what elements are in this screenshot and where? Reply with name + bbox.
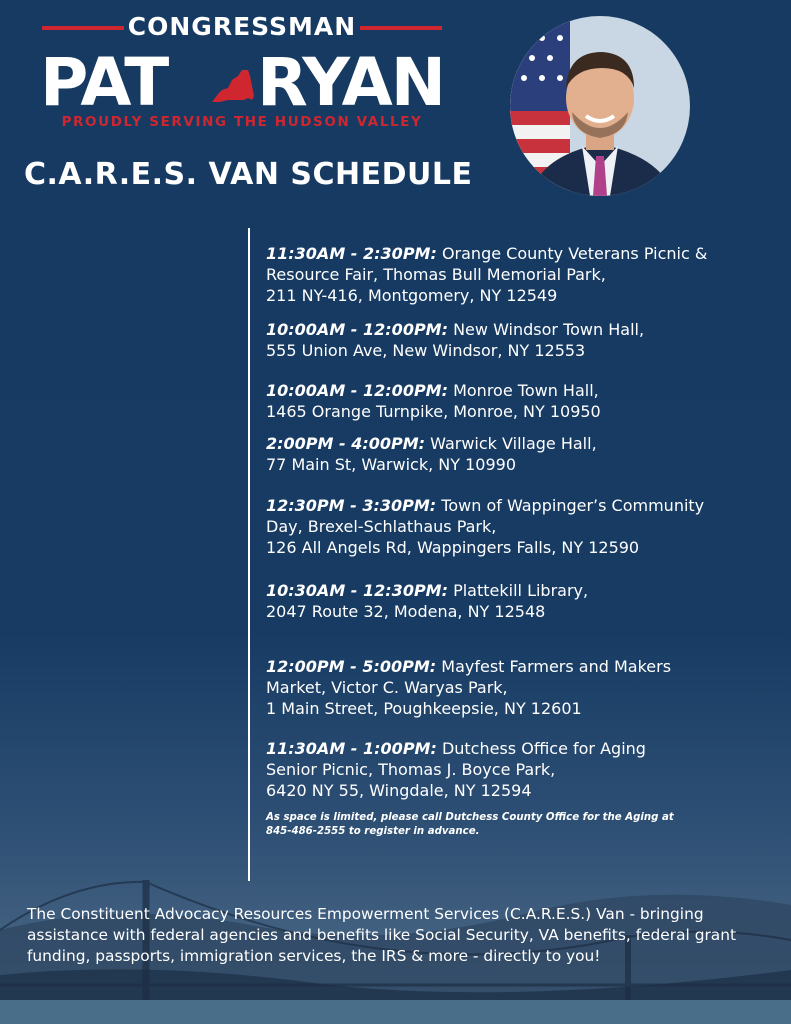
description-line: The Constituent Advocacy Resources Empowerment Services (C.A.R.E.S.) Van - bringing xyxy=(27,905,704,923)
schedule-details xyxy=(266,243,766,306)
registration-note xyxy=(266,811,736,839)
event-time: 2:00PM - 4:00PM: xyxy=(266,434,426,453)
timeline-divider xyxy=(248,228,250,881)
new-york-state-icon xyxy=(208,66,258,106)
event-line xyxy=(266,319,766,340)
logo-tagline: PROUDLY SERVING THE HUDSON VALLEY xyxy=(61,114,423,130)
logo-congressman-text: CONGRESSMAN xyxy=(127,12,357,41)
event-line: 1465 Orange Turnpike, Monroe, NY 10950 xyxy=(266,402,601,421)
event-line: Senior Picnic, Thomas J. Boyce Park, xyxy=(266,760,556,779)
schedule-details xyxy=(266,495,766,558)
note-line: 845-486-2555 to register in advance. xyxy=(266,826,480,837)
logo-rule-right xyxy=(360,26,442,30)
program-description xyxy=(27,904,767,967)
schedule-details xyxy=(266,656,766,719)
event-time: 10:30AM - 12:30PM: xyxy=(266,581,448,600)
event-line xyxy=(266,495,766,516)
event-line xyxy=(266,433,766,454)
description-line: assistance with federal agencies and benefits like Social Security, VA benefits, federal grant xyxy=(27,926,737,944)
event-line: 6420 NY 55, Wingdale, NY 12594 xyxy=(266,781,532,800)
event-line: 1 Main Street, Poughkeepsie, NY 12601 xyxy=(266,699,582,718)
event-line xyxy=(266,580,766,601)
event-line xyxy=(266,656,766,677)
event-time: 11:30AM - 2:30PM: xyxy=(266,244,437,263)
event-line: Day, Brexel-Schlathaus Park, xyxy=(266,517,497,536)
event-line: Resource Fair, Thomas Bull Memorial Park, xyxy=(266,265,606,284)
event-line: Market, Victor C. Waryas Park, xyxy=(266,678,508,697)
event-text: Town of Wappinger’s Community xyxy=(436,496,705,515)
event-text: New Windsor Town Hall, xyxy=(448,320,645,339)
event-line xyxy=(266,738,766,759)
event-text: Monroe Town Hall, xyxy=(448,381,599,400)
description-line: funding, passports, immigration services, the IRS & more - directly to you! xyxy=(27,947,601,965)
congressman-portrait xyxy=(510,16,690,196)
event-text: Plattekill Library, xyxy=(448,581,589,600)
event-line: 77 Main St, Warwick, NY 10990 xyxy=(266,455,516,474)
event-line xyxy=(266,380,766,401)
event-text: Mayfest Farmers and Makers xyxy=(436,657,672,676)
event-time: 12:30PM - 3:30PM: xyxy=(266,496,437,515)
event-line: 2047 Route 32, Modena, NY 12548 xyxy=(266,602,546,621)
portrait-image xyxy=(510,16,690,196)
event-time: 10:00AM - 12:00PM: xyxy=(266,320,448,339)
logo-top-row xyxy=(40,12,444,42)
logo-name-last: RYAN xyxy=(256,44,444,121)
page-title: C.A.R.E.S. VAN SCHEDULE xyxy=(24,157,473,192)
event-time: 11:30AM - 1:00PM: xyxy=(266,739,437,758)
schedule-details xyxy=(266,580,766,622)
event-line xyxy=(266,243,766,264)
event-time: 10:00AM - 12:00PM: xyxy=(266,381,448,400)
logo-name xyxy=(40,44,444,121)
event-time: 12:00PM - 5:00PM: xyxy=(266,657,437,676)
schedule-details xyxy=(266,319,766,361)
logo xyxy=(40,12,444,137)
event-text: Dutchess Office for Aging xyxy=(436,739,646,758)
event-line: 211 NY-416, Montgomery, NY 12549 xyxy=(266,286,558,305)
schedule-details xyxy=(266,380,766,422)
schedule-details xyxy=(266,433,766,475)
event-line: 555 Union Ave, New Windsor, NY 12553 xyxy=(266,341,586,360)
note-line: As space is limited, please call Dutchess County Office for the Aging at xyxy=(266,812,674,823)
event-line: 126 All Angels Rd, Wappingers Falls, NY 12590 xyxy=(266,538,640,557)
event-text: Warwick Village Hall, xyxy=(425,434,597,453)
event-text: Orange County Veterans Picnic & xyxy=(436,244,708,263)
schedule-details xyxy=(266,738,766,801)
logo-name-first: PAT xyxy=(40,44,168,121)
